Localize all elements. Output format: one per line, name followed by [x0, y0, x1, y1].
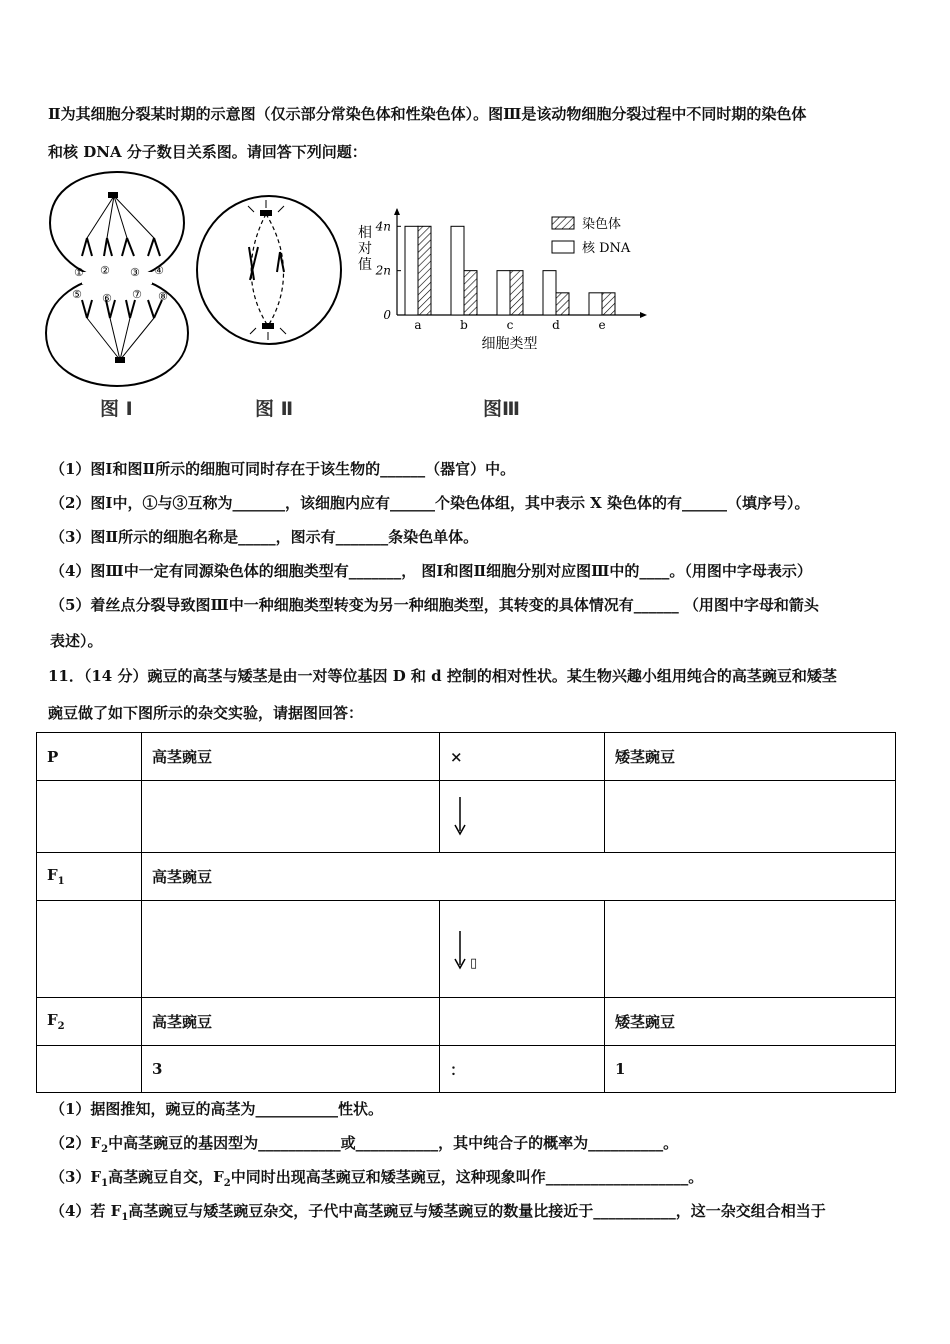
- chart-xlabel: 细胞类型: [481, 336, 538, 352]
- chart-category-label: e: [598, 318, 606, 332]
- chart-bar-chromosome: [556, 293, 569, 315]
- q10-part-4: （4）图Ⅲ中一定有同源染色体的细胞类型有_______， 图Ⅰ和图Ⅱ细胞分别对应图Ⅲ中的____。（用图中字母表示）: [50, 562, 812, 580]
- cell-ratio-colon: ：: [440, 1046, 605, 1093]
- chart-category-label: d: [552, 318, 560, 332]
- chart-ylabel-3: 值: [358, 257, 372, 273]
- cross-experiment-table: [36, 732, 896, 1093]
- figure-3-label: 图Ⅲ: [483, 398, 520, 420]
- figure-2-label: 图 Ⅱ: [255, 398, 294, 420]
- chart-x-arrow: [640, 312, 647, 318]
- chart-bar-chromosome: [510, 271, 523, 315]
- fig1-label-4: ④: [154, 264, 164, 277]
- fig1-spindle-lower: [87, 318, 154, 360]
- chart-ytick-label: 4n: [375, 219, 391, 234]
- q10-part-5a: （5）着丝点分裂导致图Ⅲ中一种细胞类型转变为另一种细胞类型，其转变的具体情况有______ （用图中字母和箭头: [50, 596, 819, 614]
- down-arrow-icon: [450, 793, 470, 837]
- table-row-f1: [37, 853, 896, 901]
- table-row-arrow-1: [37, 781, 896, 853]
- chart-legend-label-chromosome: 染色体: [582, 217, 622, 232]
- figure-3-bar-chart: [352, 205, 652, 355]
- fig2-spindle: [251, 214, 283, 326]
- chart-ylabel-2: 对: [358, 241, 372, 257]
- cell-f2-tall: 高茎豌豆: [142, 998, 440, 1046]
- fig1-label-8: ⑧: [158, 290, 168, 303]
- chart-bar-dna: [497, 271, 510, 315]
- q11-answer-1: （1）据图推知，豌豆的高茎为___________性状。: [50, 1100, 383, 1118]
- chart-bar-chromosome: [418, 226, 431, 315]
- fig1-label-2: ②: [100, 264, 110, 277]
- q11-line-2: 豌豆做了如下图所示的杂交实验，请据图回答：: [48, 704, 364, 722]
- q10-part-5b: 表述）。: [50, 632, 103, 650]
- chart-ytick-label: 0: [383, 308, 391, 322]
- cell-arrow-2: [440, 901, 605, 998]
- q10-part-3: （3）图Ⅱ所示的细胞名称是_____，图示有_______条染色单体。: [50, 528, 479, 546]
- chart-bar-dna: [543, 271, 556, 315]
- fig1-label-7: ⑦: [132, 288, 142, 301]
- chart-bar-dna: [451, 226, 464, 315]
- q10-part-1: （1）图Ⅰ和图Ⅱ所示的细胞可同时存在于该生物的______（器官）中。: [50, 460, 516, 478]
- chart-category-label: b: [460, 318, 468, 332]
- chart-legend-label-dna: 核 DNA: [582, 241, 631, 256]
- chart-ylabel-1: 相: [358, 225, 372, 241]
- cell-p-tall: 高茎豌豆: [142, 733, 440, 781]
- table-row-ratio: [37, 1046, 896, 1093]
- cell-ratio-right: 1: [605, 1046, 896, 1093]
- chart-category-label: c: [506, 318, 514, 332]
- cell-f2-short: 矮茎豌豆: [605, 998, 896, 1046]
- down-arrow-icon: [450, 927, 470, 971]
- q11-answer-3: $(3)F_1$高茎豌豆自交，$F_2$中同时出现高茎豌豆和矮茎豌豆，这种现象叫作___________________。: [50, 1168, 704, 1189]
- table-row-f2: [37, 998, 896, 1046]
- chart-bar-dna: [405, 226, 418, 315]
- figure-1-label: 图 Ⅰ: [100, 398, 133, 420]
- q10-part-2: （2）图Ⅰ中，①与③互称为_______，该细胞内应有______个染色体组，其中表示 X 染色体的有______（填序号）。: [50, 494, 810, 512]
- q11-line-1: 11．（14 分）豌豆的高茎与矮茎是由一对等位基因 D 和 d 控制的相对性状。某生物兴趣小组用纯合的高茎豌豆和矮茎: [48, 667, 837, 685]
- chart-bar-chromosome: [602, 293, 615, 315]
- cell-p-short: 矮茎豌豆: [605, 733, 896, 781]
- chart-ytick-label: 2n: [375, 263, 391, 278]
- fig1-chromosomes-lower: [82, 300, 162, 318]
- cell-f1-tall: 高茎豌豆: [142, 853, 896, 901]
- table-row-p: [37, 733, 896, 781]
- fig1-label-1: ①: [74, 266, 84, 279]
- fig1-cell-membrane: [50, 172, 184, 280]
- chart-legend-swatch-dna: [552, 241, 574, 253]
- chart-legend-swatch-chromosome: [552, 217, 574, 229]
- cell-f1-label: $F_1$: [37, 853, 142, 901]
- fig1-chromosomes-upper: [82, 238, 160, 256]
- cell-ratio-left: 3: [142, 1046, 440, 1093]
- chart-bar-chromosome: [464, 271, 477, 315]
- fig1-label-6: ⑥: [102, 292, 112, 305]
- fig2-chromosomes: [249, 247, 284, 280]
- figure-2-cell-diagram: [194, 192, 344, 352]
- cell-arrow-1: [440, 781, 605, 853]
- q11-answer-4: （4）若 $F_1$高茎豌豆与矮茎豌豆杂交，子代中高茎豌豆与矮茎豌豆的数量比接近于___________，这一杂交组合相当于: [50, 1202, 826, 1223]
- fig1-label-5: ⑤: [72, 288, 82, 301]
- chart-bar-dna: [589, 293, 602, 315]
- fig1-label-3: ③: [130, 266, 140, 279]
- chart-y-arrow: [394, 208, 400, 215]
- q11-answer-2: $(2)F_2$中高茎豌豆的基因型为___________或___________，其中纯合子的概率为__________。: [50, 1134, 679, 1155]
- table-row-arrow-2: [37, 901, 896, 998]
- fig1-spindle-upper: [87, 196, 154, 238]
- selfing-symbol: ▯: [470, 956, 478, 971]
- cell-f2-label: $F_2$: [37, 998, 142, 1046]
- intro-line-1: Ⅱ为其细胞分裂某时期的示意图（仅示部分常染色体和性染色体）。图Ⅲ是该动物细胞分裂过程中不同时期的染色体: [48, 105, 807, 123]
- intro-line-2: 和核 DNA 分子数目关系图。请回答下列问题：: [48, 143, 367, 161]
- cell-p-label: P: [37, 733, 142, 781]
- chart-category-label: a: [414, 318, 422, 332]
- figure-1-cell-diagram: [42, 168, 192, 390]
- cell-cross-symbol: ×: [440, 733, 605, 781]
- fig2-cell-membrane: [197, 196, 341, 344]
